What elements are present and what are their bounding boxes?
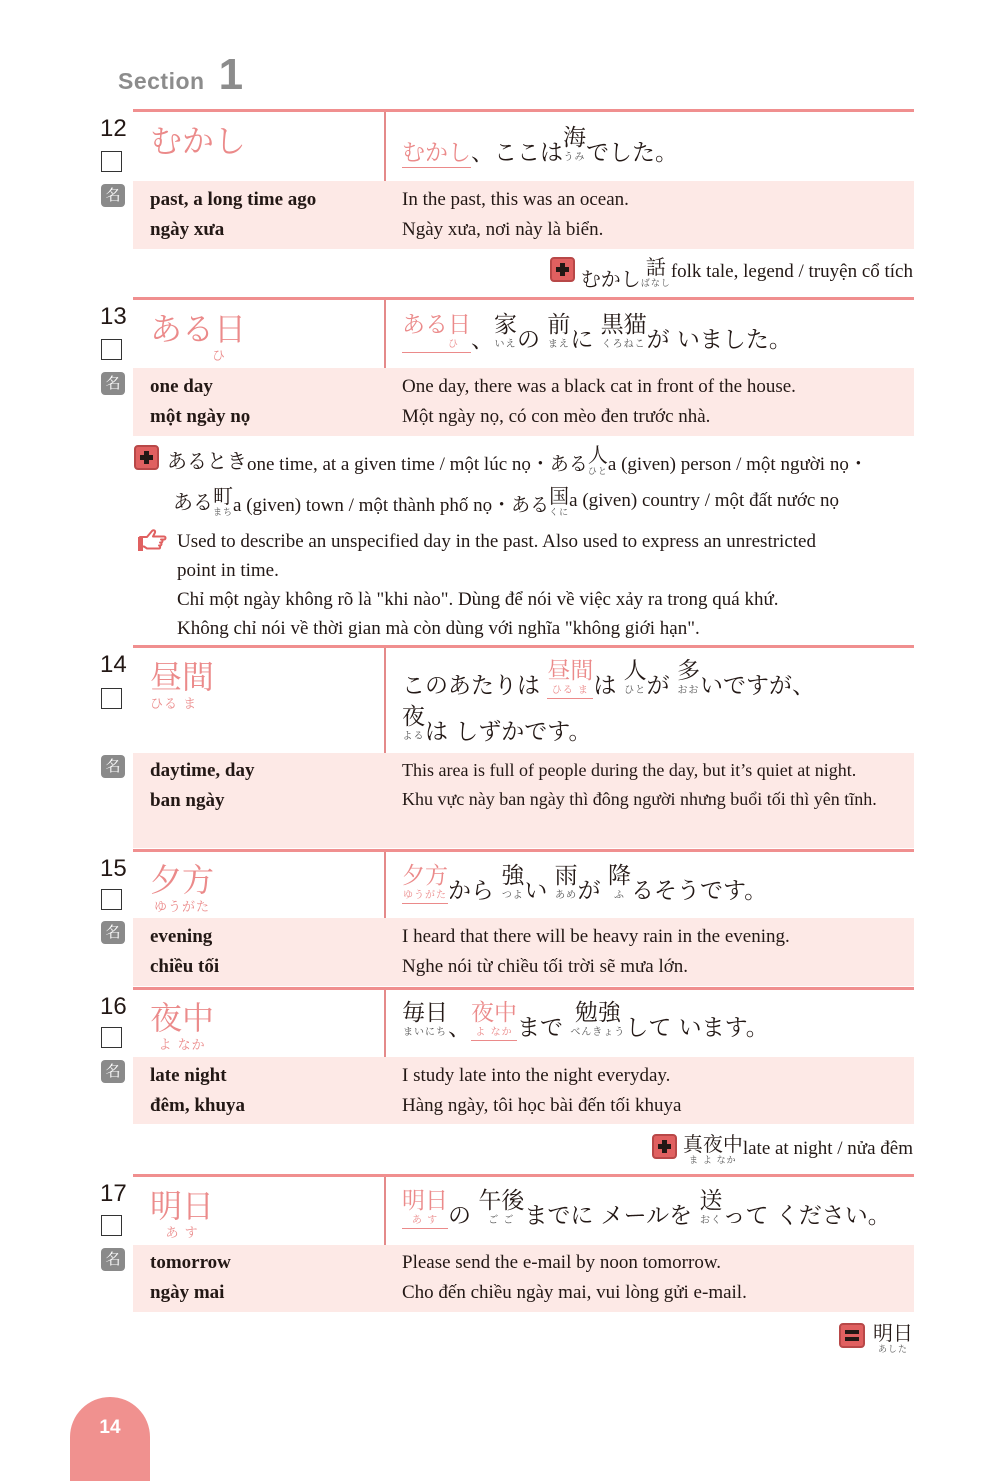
study-checkbox[interactable] — [101, 339, 122, 360]
study-checkbox[interactable] — [101, 889, 122, 910]
example-sentence-jp: ある日 ひ 、 家 いえ の 前 まえ に 黒猫 くろねこ が いました。 — [402, 312, 792, 353]
page-tab — [70, 1397, 150, 1481]
vocab-word: むかし — [150, 122, 247, 160]
vocab-word: 夕方 ゆうがた — [150, 861, 215, 915]
example-translation: This area is full of people during the day, but it’s quiet at night. Khu vực này ban ngày thì đông người nhưng buổi tối thì yên tĩnh. — [402, 760, 877, 809]
entry-divider — [133, 109, 914, 112]
entry-divider — [133, 645, 914, 648]
pointing-hand-icon — [137, 528, 169, 554]
plus-icon — [652, 1134, 677, 1159]
example-translation: I study late into the night everyday. Hàng ngày, tôi học bài đến tối khuya — [402, 1065, 682, 1116]
entry-divider — [133, 849, 914, 852]
plus-icon — [134, 445, 159, 470]
entry-number: 16 — [100, 993, 127, 1020]
example-sentence-jp-line2: 夜 よる は しずかです。 — [402, 704, 592, 745]
meaning: tomorrow ngày mai — [150, 1252, 231, 1303]
example-translation: One day, there was a black cat in front of the house. Một ngày nọ, có con mèo đen trước nhà. — [402, 376, 796, 427]
vocab-word: ある日 ひ — [150, 310, 247, 364]
meaning: evening chiều tối — [150, 926, 220, 977]
vocab-word: 夜中 よ なか — [150, 999, 215, 1053]
example-translation: In the past, this was an ocean. Ngày xưa, nơi này là biển. — [402, 189, 629, 240]
example-sentence-jp: 明日 あ す の 午後 ご ご までに メールを 送 おく って ください。 — [402, 1188, 891, 1229]
related-word: 真夜中 ま よ なか late at night / nửa đêm — [652, 1134, 913, 1166]
study-checkbox[interactable] — [101, 1215, 122, 1236]
section-label: Section — [118, 68, 205, 94]
entry-number: 15 — [100, 855, 127, 882]
study-checkbox[interactable] — [101, 1027, 122, 1048]
entry-divider — [133, 1174, 914, 1177]
vocab-word: 明日 あ す — [150, 1187, 215, 1241]
noun-badge: 名 — [101, 921, 125, 944]
example-translation: Please send the e-mail by noon tomorrow. Cho đến chiều ngày mai, vui lòng gửi e-mail. — [402, 1252, 747, 1303]
entry-number: 12 — [100, 115, 127, 142]
synonym-word: 明日 あした — [839, 1323, 913, 1355]
entry-number: 13 — [100, 303, 127, 330]
example-translation: I heard that there will be heavy rain in the evening. Nghe nói từ chiều tối trời sẽ mưa lớn. — [402, 926, 790, 977]
related-word: むかし 話 ばなし folk tale, legend / truyện cổ tích — [550, 257, 913, 292]
page-number: 14 — [99, 1417, 121, 1438]
study-checkbox[interactable] — [101, 151, 122, 172]
meaning: late night đêm, khuya — [150, 1065, 246, 1116]
entry-divider — [133, 987, 914, 990]
equal-icon — [839, 1323, 865, 1348]
entry-divider — [133, 297, 914, 300]
meaning: one day một ngày nọ — [150, 376, 251, 427]
example-sentence-jp: 毎日 まいにち 、 夜中 よ なか まで 勉強 べんきょう して います。 — [402, 1000, 769, 1041]
meaning: past, a long time ago ngày xưa — [150, 189, 317, 240]
noun-badge: 名 — [101, 372, 125, 395]
noun-badge: 名 — [101, 184, 125, 207]
section-number: 1 — [218, 50, 244, 99]
example-sentence-jp: むかし 、ここは 海 うみ でした。 — [402, 125, 678, 166]
entry-number: 14 — [100, 651, 127, 678]
vocab-word: 昼間 ひる ま — [150, 658, 215, 712]
entry-number: 17 — [100, 1180, 127, 1207]
plus-icon — [550, 257, 575, 282]
example-sentence-jp-line1: このあたりは 昼間 ひる ま は 人 ひと が 多 おお いですが、 — [402, 658, 815, 699]
usage-note: Used to describe an unspecified day in the past. Also used to express an unrestricted point in time. Chỉ một ngày không rõ là "khi nào". Dùng để nói về việc xảy ra trong quá khứ. Không chỉ nói về thời gian mà còn dùng với nghĩa "không giới hạn". — [177, 531, 816, 639]
noun-badge: 名 — [101, 1248, 125, 1271]
study-checkbox[interactable] — [101, 688, 122, 709]
related-words-line1: あるとき one time, at a given time / một lúc nọ・ある 人 ひと a (given) person / một người nọ・ — [134, 445, 868, 477]
related-words-line2: ある 町 まち a (given) town / một thành phố nọ・ある 国 くに a (given) country / một đất nước nọ — [173, 484, 840, 518]
section-header — [118, 50, 243, 100]
noun-badge: 名 — [101, 755, 125, 778]
example-sentence-jp: 夕方 ゆうがた から 強 つよ い 雨 あめ が 降 ふ るそうです。 — [402, 863, 768, 904]
meaning: daytime, day ban ngày — [150, 760, 255, 811]
noun-badge: 名 — [101, 1060, 125, 1083]
